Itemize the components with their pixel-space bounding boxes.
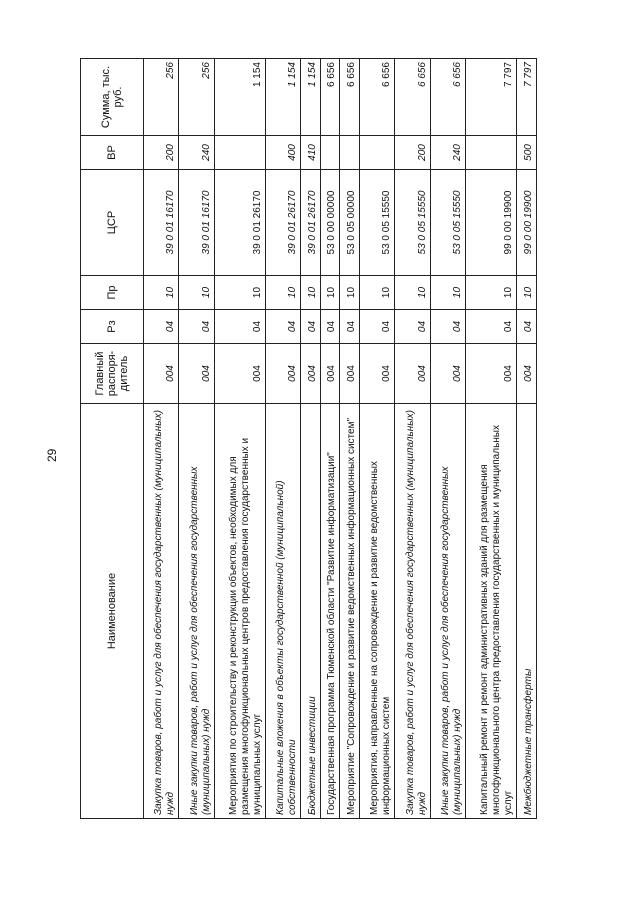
table-header-row — [81, 59, 144, 819]
cell-vr: 200 — [395, 136, 430, 170]
budget-table-container — [80, 59, 537, 819]
cell-glavny: 004 — [395, 344, 430, 404]
cell-sum: 256 — [144, 59, 179, 136]
cell-vr: 240 — [430, 136, 465, 170]
cell-pr: 10 — [301, 276, 321, 310]
cell-vr — [360, 136, 395, 170]
cell-rz: 04 — [517, 310, 537, 344]
cell-glavny: 004 — [430, 344, 465, 404]
cell-sum: 7 797 — [466, 59, 517, 136]
table-row — [265, 59, 300, 819]
cell-sum: 1 154 — [265, 59, 300, 136]
cell-name: Государственная программа Тюменской области "Развитие информатизации" — [320, 404, 340, 819]
table-row — [144, 59, 179, 819]
cell-name: Иные закупки товаров, работ и услуг для обеспечения государственных (муниципальных) нужд — [430, 404, 465, 819]
budget-table — [80, 58, 537, 819]
cell-vr — [214, 136, 265, 170]
cell-rz: 04 — [214, 310, 265, 344]
cell-glavny: 004 — [265, 344, 300, 404]
cell-rz: 04 — [265, 310, 300, 344]
cell-vr — [320, 136, 340, 170]
cell-vr — [340, 136, 360, 170]
cell-vr: 200 — [144, 136, 179, 170]
cell-sum: 6 656 — [395, 59, 430, 136]
header-csr: ЦСР — [81, 170, 144, 276]
cell-name: Мероприятия, направленные на сопровождение и развитие ведомственных информационных систем — [360, 404, 395, 819]
cell-pr: 10 — [517, 276, 537, 310]
cell-vr — [466, 136, 517, 170]
cell-glavny: 004 — [360, 344, 395, 404]
cell-pr: 10 — [214, 276, 265, 310]
cell-csr: 39 0 01 26170 — [301, 170, 321, 276]
cell-pr: 10 — [466, 276, 517, 310]
cell-pr: 10 — [144, 276, 179, 310]
cell-glavny: 004 — [466, 344, 517, 404]
cell-pr: 10 — [320, 276, 340, 310]
cell-name: Закупка товаров, работ и услуг для обеспечения государственных (муниципальных) нужд — [395, 404, 430, 819]
cell-pr: 10 — [395, 276, 430, 310]
cell-csr: 99 0 00 19900 — [517, 170, 537, 276]
cell-glavny: 004 — [179, 344, 214, 404]
cell-rz: 04 — [360, 310, 395, 344]
cell-sum: 1 154 — [214, 59, 265, 136]
cell-rz: 04 — [340, 310, 360, 344]
cell-rz: 04 — [320, 310, 340, 344]
cell-glavny: 004 — [517, 344, 537, 404]
cell-name: Закупка товаров, работ и услуг для обеспечения государственных (муниципальных) нужд — [144, 404, 179, 819]
table-row — [179, 59, 214, 819]
cell-csr: 53 0 05 00000 — [340, 170, 360, 276]
header-name: Наименование — [81, 404, 144, 819]
cell-sum: 6 656 — [320, 59, 340, 136]
cell-name: Мероприятие "Сопровождение и развитие ведомственных информационных систем" — [340, 404, 360, 819]
cell-vr: 240 — [179, 136, 214, 170]
table-row — [360, 59, 395, 819]
table-row — [214, 59, 265, 819]
cell-rz: 04 — [144, 310, 179, 344]
cell-csr: 53 0 05 15550 — [360, 170, 395, 276]
cell-rz: 04 — [301, 310, 321, 344]
cell-glavny: 004 — [340, 344, 360, 404]
cell-csr: 53 0 05 15550 — [395, 170, 430, 276]
cell-name: Иные закупки товаров, работ и услуг для обеспечения государственных (муниципальных) нужд — [179, 404, 214, 819]
cell-glavny: 004 — [214, 344, 265, 404]
cell-glavny: 004 — [320, 344, 340, 404]
cell-csr: 53 0 00 00000 — [320, 170, 340, 276]
cell-pr: 10 — [360, 276, 395, 310]
cell-glavny: 004 — [144, 344, 179, 404]
cell-csr: 39 0 01 16170 — [144, 170, 179, 276]
cell-name: Бюджетные инвестиции — [301, 404, 321, 819]
cell-sum: 6 656 — [430, 59, 465, 136]
cell-name: Мероприятия по строительству и реконструкции объектов, необходимых для размещения многофункциональных центров предоставления государственных и муниципальных услуг — [214, 404, 265, 819]
header-pr: Пр — [81, 276, 144, 310]
page-number: 29 — [45, 448, 59, 462]
cell-rz: 04 — [395, 310, 430, 344]
cell-pr: 10 — [179, 276, 214, 310]
table-row — [430, 59, 465, 819]
cell-csr: 39 0 01 26170 — [214, 170, 265, 276]
table-row — [395, 59, 430, 819]
header-sum: Сумма, тыс. руб. — [81, 59, 144, 136]
header-glavny: Главный распоря-дитель — [81, 344, 144, 404]
cell-name: Капитальные вложения в объекты государственной (муниципальной) собственности — [265, 404, 300, 819]
cell-sum: 1 154 — [301, 59, 321, 136]
table-row — [301, 59, 321, 819]
cell-name: Межбюджетные трансферты — [517, 404, 537, 819]
header-rz: Рз — [81, 310, 144, 344]
table-body — [144, 59, 537, 819]
cell-sum: 7 797 — [517, 59, 537, 136]
cell-csr: 99 0 00 19900 — [466, 170, 517, 276]
cell-pr: 10 — [265, 276, 300, 310]
table-row — [320, 59, 340, 819]
cell-csr: 39 0 01 26170 — [265, 170, 300, 276]
cell-sum: 6 656 — [340, 59, 360, 136]
cell-name: Капитальный ремонт и ремонт административных зданий для размещения многофункционального центра предоставления государственных и муниципальных услуг — [466, 404, 517, 819]
cell-rz: 04 — [179, 310, 214, 344]
cell-sum: 256 — [179, 59, 214, 136]
cell-pr: 10 — [340, 276, 360, 310]
cell-vr: 500 — [517, 136, 537, 170]
cell-rz: 04 — [466, 310, 517, 344]
cell-csr: 39 0 01 16170 — [179, 170, 214, 276]
cell-vr: 410 — [301, 136, 321, 170]
table-row — [340, 59, 360, 819]
header-vr: ВР — [81, 136, 144, 170]
table-row — [466, 59, 517, 819]
cell-pr: 10 — [430, 276, 465, 310]
cell-csr: 53 0 05 15550 — [430, 170, 465, 276]
cell-sum: 6 656 — [360, 59, 395, 136]
table-row — [517, 59, 537, 819]
cell-glavny: 004 — [301, 344, 321, 404]
cell-rz: 04 — [430, 310, 465, 344]
cell-vr: 400 — [265, 136, 300, 170]
